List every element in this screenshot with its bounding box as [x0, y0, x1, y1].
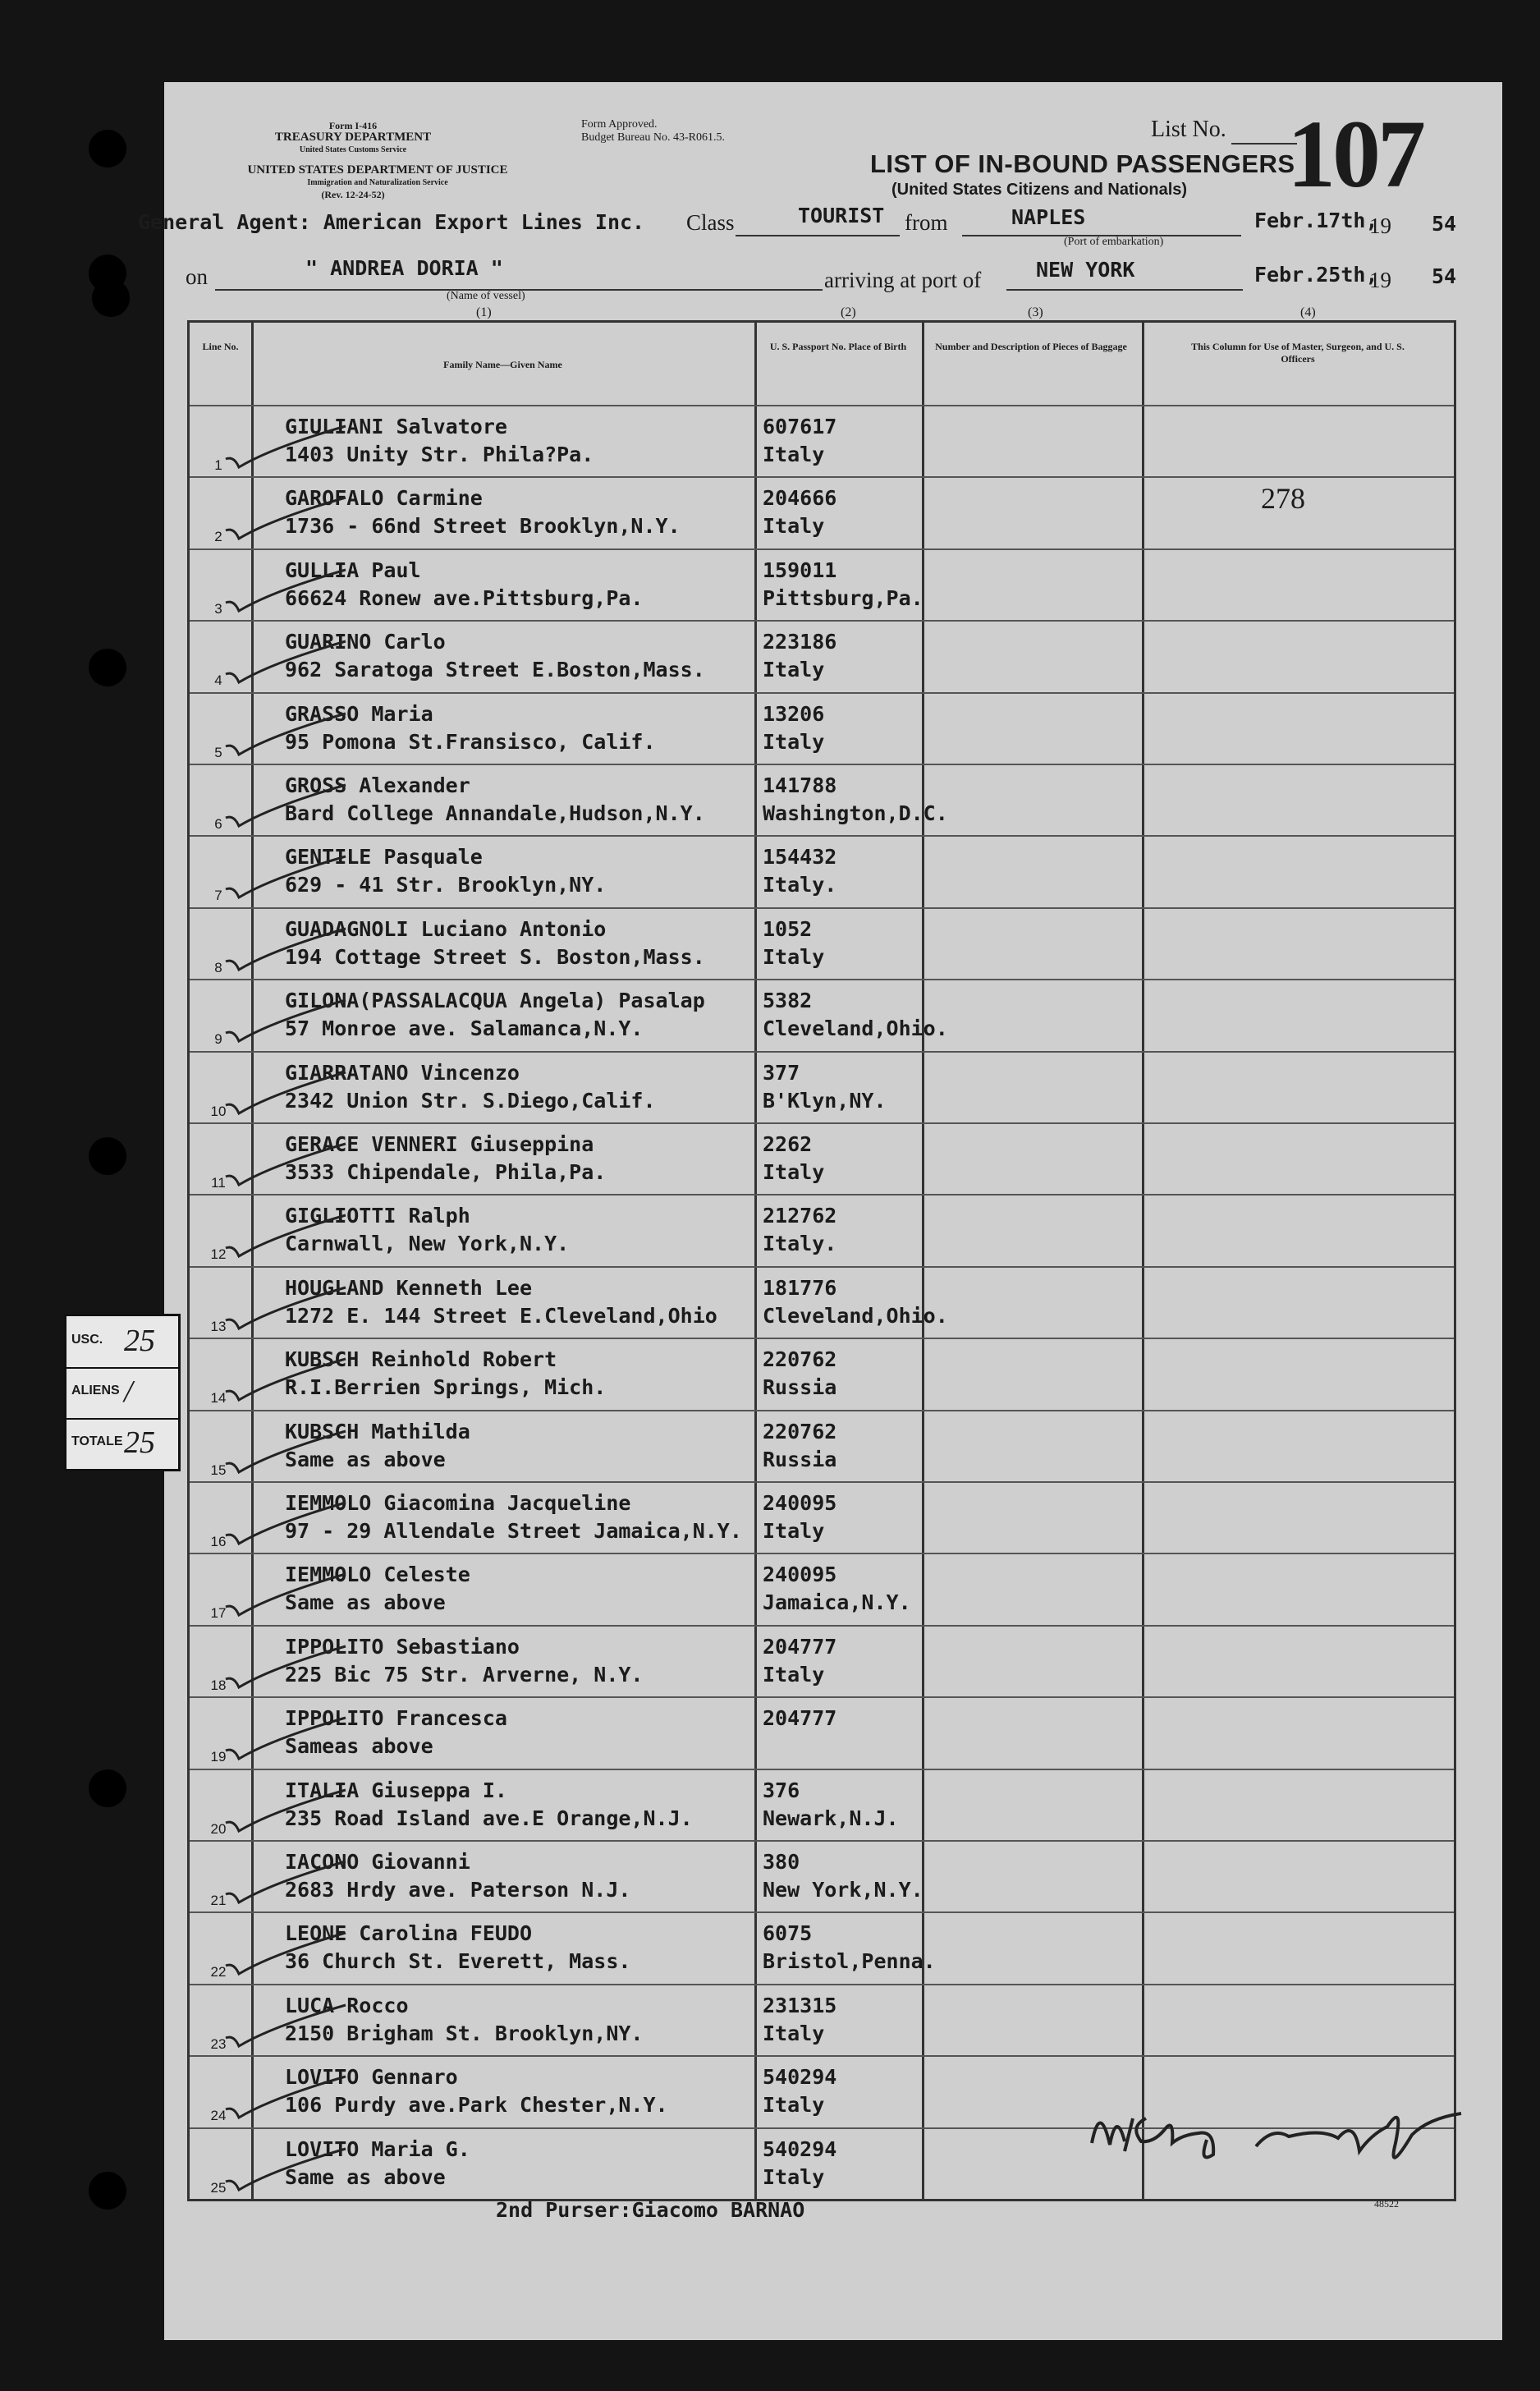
passport-number: 540294 — [763, 2065, 837, 2090]
check-mark-icon — [222, 1284, 436, 1333]
passport-number: 607617 — [763, 415, 837, 438]
passenger-name: IEMMOLO Celeste — [285, 1563, 470, 1587]
passenger-address: 2150 Brigham St. Brooklyn,NY. — [285, 2021, 644, 2045]
place-of-birth: Cleveland,Ohio. — [763, 1303, 948, 1328]
passport-number: 220762 — [763, 1347, 837, 1372]
check-mark-icon — [222, 1140, 436, 1190]
check-mark-icon — [222, 567, 436, 616]
passenger-name: GIARRATANO Vincenzo — [285, 1060, 520, 1085]
place-of-birth: Italy — [763, 514, 825, 539]
passenger-address: 3533 Chipendale, Phila,Pa. — [285, 1160, 607, 1184]
passenger-name: LOVITO Maria G. — [285, 2136, 470, 2161]
place-of-birth: B'Klyn,NY. — [763, 1088, 887, 1113]
table-row — [190, 620, 1454, 694]
passport-number: 5382 — [763, 989, 813, 1013]
arrival-year-prefix: 19 — [1369, 268, 1391, 292]
tally-aliens: ALIENS / — [66, 1367, 178, 1420]
passenger-address: Sameas above — [285, 1734, 433, 1759]
check-mark-icon — [222, 2145, 436, 2195]
col-passport: U. S. Passport No. Place of Birth — [769, 341, 907, 352]
passport-number: 13206 — [763, 701, 825, 726]
general-agent: General Agent: American Export Lines Inc. — [138, 210, 645, 234]
line-number: 9 — [214, 1031, 222, 1048]
check-mark-icon — [222, 1643, 436, 1692]
table-row — [190, 1338, 1454, 1411]
place-of-birth: Italy — [763, 443, 825, 466]
vessel-name: " ANDREA DORIA " — [305, 256, 503, 280]
place-of-birth: Italy. — [763, 873, 837, 897]
passenger-address: Carnwall, New York,N.Y. — [285, 1232, 570, 1256]
table-row — [190, 764, 1454, 838]
check-mark-icon — [222, 1930, 436, 1979]
line-number: 8 — [214, 959, 222, 975]
line-number: 1 — [214, 457, 222, 473]
place-of-birth: Italy — [763, 729, 825, 754]
col-officers: This Column for Use of Master, Surgeon, and U. S. Officers — [1191, 341, 1405, 365]
passenger-name: GIULIANI Salvatore — [285, 415, 507, 438]
passport-number: 380 — [763, 1850, 800, 1874]
check-mark-icon — [222, 997, 436, 1046]
check-mark-icon — [222, 1069, 436, 1118]
check-mark-icon — [222, 1858, 436, 1907]
passenger-name: ITALIA Giuseppa I. — [285, 1778, 507, 1802]
passenger-name: GUARINO Carlo — [285, 630, 446, 654]
passenger-address: 962 Saratoga Street E.Boston,Mass. — [285, 658, 705, 682]
punch-hole — [89, 1137, 126, 1175]
table-row — [190, 1410, 1454, 1484]
passenger-address: 629 - 41 Str. Brooklyn,NY. — [285, 873, 607, 897]
table-row — [190, 1984, 1454, 2058]
place-of-birth: Russia — [763, 1375, 837, 1400]
table-row — [190, 979, 1454, 1053]
line-number: 13 — [210, 1318, 227, 1334]
place-of-birth: Washington,D.C. — [763, 801, 948, 825]
place-of-birth: Newark,N.J. — [763, 1806, 899, 1830]
col-num-1: (1) — [476, 305, 492, 319]
passport-number: 1052 — [763, 916, 813, 941]
tally-box — [64, 1314, 181, 1471]
line-number: 11 — [211, 1175, 226, 1191]
table-row — [190, 835, 1454, 909]
place-of-birth: Pittsburg,Pa. — [763, 585, 924, 610]
col-baggage: Number and Description of Pieces of Baggage — [935, 341, 1127, 352]
passenger-name: IACONO Giovanni — [285, 1850, 470, 1874]
check-mark-icon — [222, 1356, 436, 1405]
passenger-name: GULLIA Paul — [285, 558, 421, 582]
officer-note: 278 — [1261, 482, 1305, 516]
line-number: 3 — [214, 600, 222, 617]
check-mark-icon — [222, 710, 436, 760]
table-row — [190, 1696, 1454, 1770]
line-number: 12 — [210, 1246, 227, 1263]
passenger-name: GROSS Alexander — [285, 773, 470, 797]
departure-date: Febr.17th, — [1254, 209, 1378, 232]
table-row — [190, 1911, 1454, 1985]
check-mark-icon — [222, 1428, 436, 1477]
class-label: Class — [686, 210, 735, 235]
passenger-address: 95 Pomona St.Fransisco, Calif. — [285, 729, 656, 754]
place-of-birth: Italy. — [763, 1232, 837, 1256]
passenger-address: 36 Church St. Everett, Mass. — [285, 1949, 631, 1974]
inns: Immigration and Naturalization Service — [307, 178, 448, 187]
place-of-birth: Italy — [763, 1160, 825, 1184]
passenger-name: KUBSCH Mathilda — [285, 1419, 470, 1443]
treasury-dept: TREASURY DEPARTMENT — [274, 131, 432, 144]
line-number: 2 — [214, 529, 222, 545]
passport-number: 204777 — [763, 1634, 837, 1659]
passenger-address: Same as above — [285, 1590, 446, 1615]
line-number: 6 — [214, 816, 222, 832]
from-label: from — [905, 210, 948, 235]
budget-bureau: Budget Bureau No. 43-R061.5. — [581, 131, 725, 144]
col-num-3: (3) — [1028, 305, 1043, 319]
punch-hole — [92, 279, 130, 317]
port-embark-note: (Port of embarkation) — [1064, 236, 1164, 248]
place-of-birth: Cleveland,Ohio. — [763, 1017, 948, 1041]
line-number: 19 — [210, 1749, 227, 1765]
place-of-birth: Italy — [763, 2093, 825, 2118]
passenger-name: LEONE Carolina FEUDO — [285, 1921, 533, 1946]
line-number: 18 — [210, 1677, 227, 1693]
departure-year: 54 — [1432, 212, 1457, 236]
passenger-name: GERACE VENNERI Giuseppina — [285, 1132, 594, 1156]
passenger-address: 2342 Union Str. S.Diego,Calif. — [285, 1088, 656, 1113]
customs-service: United States Customs Service — [299, 145, 407, 154]
passenger-address: Same as above — [285, 1447, 446, 1471]
form-subtitle: (United States Citizens and Nationals) — [891, 181, 1188, 199]
table-row — [190, 1051, 1454, 1125]
arriving-label: arriving at port of — [824, 268, 982, 292]
check-mark-icon — [222, 2073, 436, 2123]
arrival-date: Febr.25th, — [1254, 263, 1378, 287]
place-of-birth: Russia — [763, 1447, 837, 1471]
table-row — [190, 476, 1454, 550]
passport-number: 6075 — [763, 1921, 813, 1946]
arrival-year: 54 — [1432, 264, 1457, 288]
passenger-name: IEMMOLO Giacomina Jacqueline — [285, 1491, 631, 1515]
passenger-address: Same as above — [285, 2164, 446, 2189]
place-of-birth: Jamaica,N.Y. — [763, 1590, 911, 1615]
line-number: 14 — [210, 1390, 227, 1407]
passenger-name: GUADAGNOLI Luciano Antonio — [285, 916, 607, 941]
table-row — [190, 1266, 1454, 1340]
col-name: Family Name—Given Name — [443, 359, 562, 370]
line-number: 15 — [210, 1462, 227, 1478]
passport-number: 181776 — [763, 1275, 837, 1300]
passport-number: 377 — [763, 1060, 800, 1085]
place-of-birth: Italy — [763, 944, 825, 969]
form-number: Form I-416 — [328, 120, 378, 131]
form-title: LIST OF IN-BOUND PASSENGERS — [870, 149, 1295, 178]
place-of-birth: Italy — [763, 2021, 825, 2045]
passenger-name: LOVITO Gennaro — [285, 2065, 458, 2090]
passport-number: 159011 — [763, 558, 837, 582]
table-row — [190, 1481, 1454, 1555]
col-line-no: Line No. — [202, 341, 239, 352]
table-row — [190, 405, 1454, 479]
place-of-birth: Bristol,Penna. — [763, 1949, 936, 1974]
passport-number: 141788 — [763, 773, 837, 797]
vessel-note: (Name of vessel) — [447, 290, 525, 302]
from-port: NAPLES — [1011, 205, 1086, 229]
check-mark-icon — [222, 494, 436, 544]
punch-hole — [89, 1769, 126, 1807]
passport-number: 212762 — [763, 1204, 837, 1228]
tally-usc: USC. 25 — [66, 1316, 178, 1369]
arrival-port: NEW YORK — [1036, 258, 1135, 282]
passport-number: 220762 — [763, 1419, 837, 1443]
passenger-address: 1403 Unity Str. Phila?Pa. — [285, 443, 594, 466]
line-number: 7 — [214, 888, 222, 904]
passport-number: 240095 — [763, 1491, 837, 1515]
line-number: 23 — [210, 2035, 227, 2052]
line-number: 10 — [210, 1103, 227, 1119]
purser: 2nd Purser:Giacomo BARNAO — [496, 2198, 805, 2222]
passport-number: 204777 — [763, 1706, 837, 1731]
passenger-address: R.I.Berrien Springs, Mich. — [285, 1375, 607, 1400]
passenger-name: GENTILE Pasquale — [285, 845, 483, 870]
passenger-name: GILONA(PASSALACQUA Angela) Pasalap — [285, 989, 705, 1013]
table-row — [190, 692, 1454, 766]
line-number: 25 — [210, 2179, 227, 2196]
table-row — [190, 1194, 1454, 1268]
place-of-birth: Italy — [763, 1519, 825, 1543]
year-prefix: 19 — [1369, 213, 1391, 238]
line-number: 16 — [210, 1534, 227, 1549]
passenger-table — [187, 320, 1456, 2201]
check-mark-icon — [222, 638, 436, 687]
passenger-address: 66624 Ronew ave.Pittsburg,Pa. — [285, 585, 644, 610]
line-number: 24 — [210, 2108, 227, 2124]
footer-code: 48522 — [1374, 2198, 1399, 2210]
passenger-address: 106 Purdy ave.Park Chester,N.Y. — [285, 2093, 668, 2118]
revision: (Rev. 12-24-52) — [321, 189, 385, 200]
table-row — [190, 1840, 1454, 1914]
passenger-name: GRASSO Maria — [285, 701, 433, 726]
passenger-address: 194 Cottage Street S. Boston,Mass. — [285, 944, 705, 969]
check-mark-icon — [222, 1571, 436, 1620]
punch-hole — [89, 2172, 126, 2210]
col-num-2: (2) — [841, 305, 856, 319]
punch-hole — [89, 130, 126, 168]
passenger-address: Bard College Annandale,Hudson,N.Y. — [285, 801, 705, 825]
line-number: 5 — [214, 744, 222, 760]
passport-number: 154432 — [763, 845, 837, 870]
place-of-birth: New York,N.Y. — [763, 1878, 924, 1902]
check-mark-icon — [222, 1212, 436, 1261]
table-row — [190, 1122, 1454, 1196]
passenger-address: 97 - 29 Allendale Street Jamaica,N.Y. — [285, 1519, 742, 1543]
check-mark-icon — [222, 423, 436, 472]
check-mark-icon — [222, 1714, 436, 1764]
passenger-name: KUBSCH Reinhold Robert — [285, 1347, 557, 1372]
passport-number: 376 — [763, 1778, 800, 1802]
punch-hole — [89, 649, 126, 686]
check-mark-icon — [222, 1787, 436, 1836]
passenger-name: GAROFALO Carmine — [285, 486, 483, 511]
class-value: TOURIST — [798, 204, 885, 227]
passport-number: 231315 — [763, 1993, 837, 2017]
passenger-address: 2683 Hrdy ave. Paterson N.J. — [285, 1878, 631, 1902]
list-number: 107 — [1287, 100, 1423, 208]
passenger-address: 1272 E. 144 Street E.Cleveland,Ohio — [285, 1303, 717, 1328]
table-row — [190, 1625, 1454, 1699]
check-mark-icon — [222, 925, 436, 975]
justice-dept: UNITED STATES DEPARTMENT OF JUSTICE — [247, 163, 508, 177]
table-row — [190, 907, 1454, 981]
line-number: 4 — [214, 672, 222, 689]
place-of-birth: Italy — [763, 1662, 825, 1687]
col-num-4: (4) — [1300, 305, 1316, 319]
check-mark-icon — [222, 853, 436, 902]
check-mark-icon — [222, 782, 436, 831]
table-row — [190, 548, 1454, 622]
passenger-name: GIGLIOTTI Ralph — [285, 1204, 470, 1228]
signature — [1075, 2086, 1486, 2176]
passport-number: 2262 — [763, 1132, 813, 1156]
passenger-name: LUCA Rocco — [285, 1993, 409, 2017]
passenger-address: 1736 - 66nd Street Brooklyn,N.Y. — [285, 514, 681, 539]
table-row — [190, 1769, 1454, 1843]
check-mark-icon — [222, 1499, 436, 1549]
table-row — [190, 1553, 1454, 1627]
line-number: 17 — [210, 1605, 227, 1622]
punch-holes — [0, 0, 164, 2391]
passport-number: 223186 — [763, 630, 837, 654]
tally-total: TOTALE 25 — [71, 1425, 155, 1460]
line-number: 20 — [210, 1820, 227, 1837]
passport-number: 240095 — [763, 1563, 837, 1587]
passport-number: 204666 — [763, 486, 837, 511]
passenger-name: HOUGLAND Kenneth Lee — [285, 1275, 533, 1300]
passenger-address: 235 Road Island ave.E Orange,N.J. — [285, 1806, 693, 1830]
passport-number: 540294 — [763, 2136, 837, 2161]
passenger-name: IPPOLITO Sebastiano — [285, 1634, 520, 1659]
passenger-address: 225 Bic 75 Str. Arverne, N.Y. — [285, 1662, 644, 1687]
place-of-birth: Italy — [763, 658, 825, 682]
check-mark-icon — [222, 2002, 436, 2051]
passenger-name: IPPOLITO Francesca — [285, 1706, 507, 1731]
on-label: on — [186, 264, 208, 289]
passenger-address: 57 Monroe ave. Salamanca,N.Y. — [285, 1017, 644, 1041]
line-number: 22 — [210, 1964, 227, 1980]
line-number: 21 — [210, 1893, 227, 1908]
list-no-label: List No. — [1151, 117, 1226, 142]
form-approved: Form Approved. — [581, 118, 658, 131]
place-of-birth: Italy — [763, 2164, 825, 2189]
